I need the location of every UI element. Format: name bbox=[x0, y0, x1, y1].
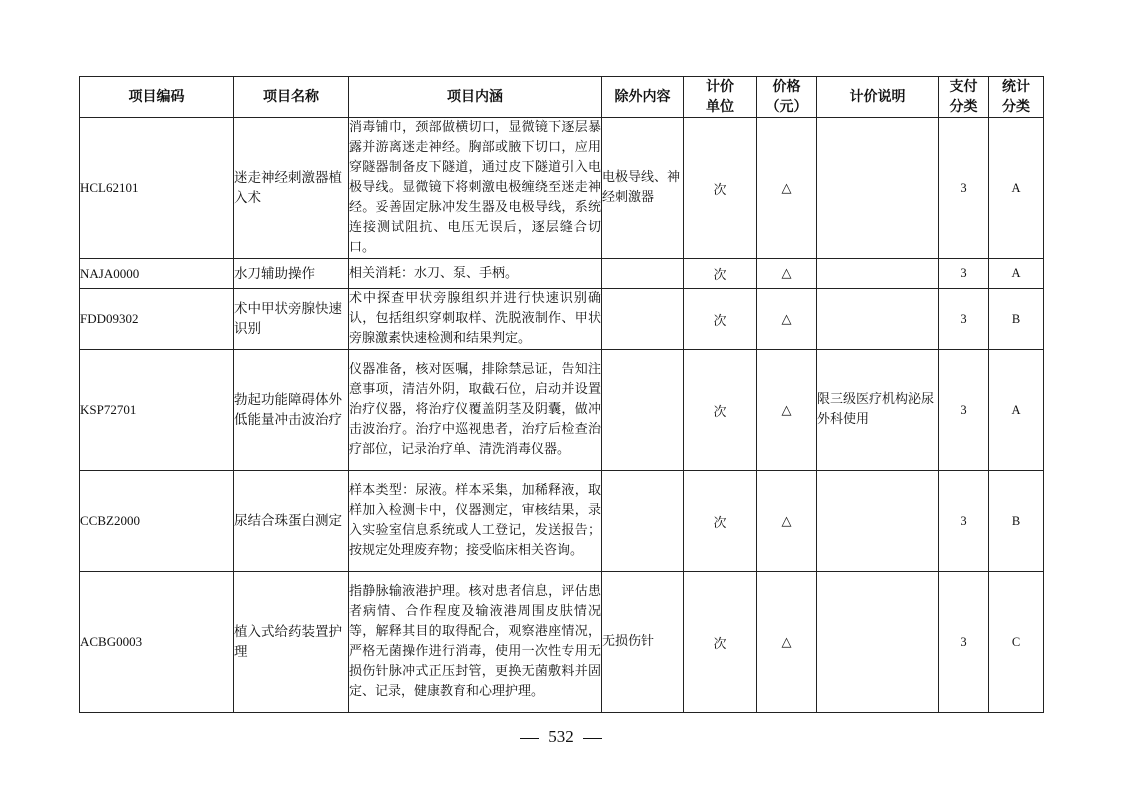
item-stat-class: A bbox=[989, 259, 1044, 289]
header-unit: 计价 单位 bbox=[684, 77, 757, 118]
header-exclude: 除外内容 bbox=[602, 77, 684, 118]
item-exclude: 无损伤针 bbox=[602, 572, 684, 713]
header-row bbox=[80, 77, 1044, 118]
header-stat: 统计 分类 bbox=[989, 77, 1044, 118]
table-row bbox=[80, 118, 1044, 259]
item-code: CCBZ2000 bbox=[80, 471, 234, 572]
item-note bbox=[817, 118, 939, 259]
item-name: 术中甲状旁腺快速识别 bbox=[234, 289, 349, 350]
item-name: 尿结合珠蛋白测定 bbox=[234, 471, 349, 572]
item-unit: 次 bbox=[684, 289, 757, 350]
item-content: 指静脉输液港护理。核对患者信息，评估患者病情、合作程度及输液港周围皮肤情况等，解释其目的取得配合，观察港座情况，严格无菌操作进行消毒，使用一次性专用无损伤针脉冲式正压封管，更换无菌敷料并固定、记录，健康教育和心理护理。 bbox=[349, 572, 602, 713]
item-note bbox=[817, 259, 939, 289]
item-price: △ bbox=[757, 259, 817, 289]
item-exclude: 电极导线、神经刺激器 bbox=[602, 118, 684, 259]
item-code: KSP72701 bbox=[80, 350, 234, 471]
item-code: ACBG0003 bbox=[80, 572, 234, 713]
item-pay-class: 3 bbox=[939, 289, 989, 350]
item-unit: 次 bbox=[684, 259, 757, 289]
item-exclude bbox=[602, 350, 684, 471]
left-dash bbox=[520, 738, 539, 739]
item-stat-class: A bbox=[989, 118, 1044, 259]
item-note bbox=[817, 572, 939, 713]
item-stat-class: B bbox=[989, 289, 1044, 350]
item-price: △ bbox=[757, 471, 817, 572]
item-name: 勃起功能障碍体外低能量冲击波治疗 bbox=[234, 350, 349, 471]
item-price: △ bbox=[757, 289, 817, 350]
item-name: 迷走神经刺激器植入术 bbox=[234, 118, 349, 259]
item-exclude bbox=[602, 289, 684, 350]
item-stat-class: A bbox=[989, 350, 1044, 471]
table-row bbox=[80, 471, 1044, 572]
header-price: 价格 （元） bbox=[757, 77, 817, 118]
header-content: 项目内涵 bbox=[349, 77, 602, 118]
item-unit: 次 bbox=[684, 350, 757, 471]
item-pay-class: 3 bbox=[939, 118, 989, 259]
item-code: NAJA0000 bbox=[80, 259, 234, 289]
item-stat-class: C bbox=[989, 572, 1044, 713]
page-number: 532 bbox=[548, 727, 574, 746]
item-note: 限三级医疗机构泌尿外科使用 bbox=[817, 350, 939, 471]
item-exclude bbox=[602, 471, 684, 572]
item-content: 仪器准备，核对医嘱，排除禁忌证，告知注意事项，清洁外阴，取截石位，启动并设置治疗仪器，将治疗仪覆盖阴茎及阴囊，做冲击波治疗。治疗中巡视患者，治疗后检查治疗部位，记录治疗单、清洗消毒仪器。 bbox=[349, 350, 602, 471]
item-pay-class: 3 bbox=[939, 471, 989, 572]
fee-item-table bbox=[79, 76, 1044, 713]
item-content: 样本类型：尿液。样本采集，加稀释液，取样加入检测卡中，仪器测定，审核结果，录入实验室信息系统或人工登记，发送报告；按规定处理废弃物；接受临床相关咨询。 bbox=[349, 471, 602, 572]
right-dash bbox=[583, 738, 602, 739]
item-pay-class: 3 bbox=[939, 259, 989, 289]
header-note: 计价说明 bbox=[817, 77, 939, 118]
table-row bbox=[80, 572, 1044, 713]
table-row bbox=[80, 259, 1044, 289]
header-name: 项目名称 bbox=[234, 77, 349, 118]
item-price: △ bbox=[757, 572, 817, 713]
item-unit: 次 bbox=[684, 471, 757, 572]
header-code: 项目编码 bbox=[80, 77, 234, 118]
item-unit: 次 bbox=[684, 572, 757, 713]
item-code: HCL62101 bbox=[80, 118, 234, 259]
item-code: FDD09302 bbox=[80, 289, 234, 350]
page-footer bbox=[0, 724, 1122, 750]
item-note bbox=[817, 289, 939, 350]
item-unit: 次 bbox=[684, 118, 757, 259]
item-content: 消毒铺巾，颈部做横切口，显微镜下逐层暴露并游离迷走神经。胸部或腋下切口，应用穿隧器制备皮下隧道，通过皮下隧道引入电极导线。显微镜下将刺激电极缠绕至迷走神经。妥善固定脉冲发生器及电极导线，系统连接测试阻抗、电压无误后，逐层缝合切口。 bbox=[349, 118, 602, 259]
item-pay-class: 3 bbox=[939, 350, 989, 471]
item-content: 相关消耗：水刀、泵、手柄。 bbox=[349, 259, 602, 289]
item-note bbox=[817, 471, 939, 572]
table-row bbox=[80, 350, 1044, 471]
item-price: △ bbox=[757, 350, 817, 471]
item-price: △ bbox=[757, 118, 817, 259]
item-pay-class: 3 bbox=[939, 572, 989, 713]
item-name: 植入式给药装置护理 bbox=[234, 572, 349, 713]
item-name: 水刀辅助操作 bbox=[234, 259, 349, 289]
item-content: 术中探查甲状旁腺组织并进行快速识别确认，包括组织穿刺取样、洗脱液制作、甲状旁腺激素快速检测和结果判定。 bbox=[349, 289, 602, 350]
item-exclude bbox=[602, 259, 684, 289]
table-row bbox=[80, 289, 1044, 350]
item-stat-class: B bbox=[989, 471, 1044, 572]
header-pay: 支付 分类 bbox=[939, 77, 989, 118]
